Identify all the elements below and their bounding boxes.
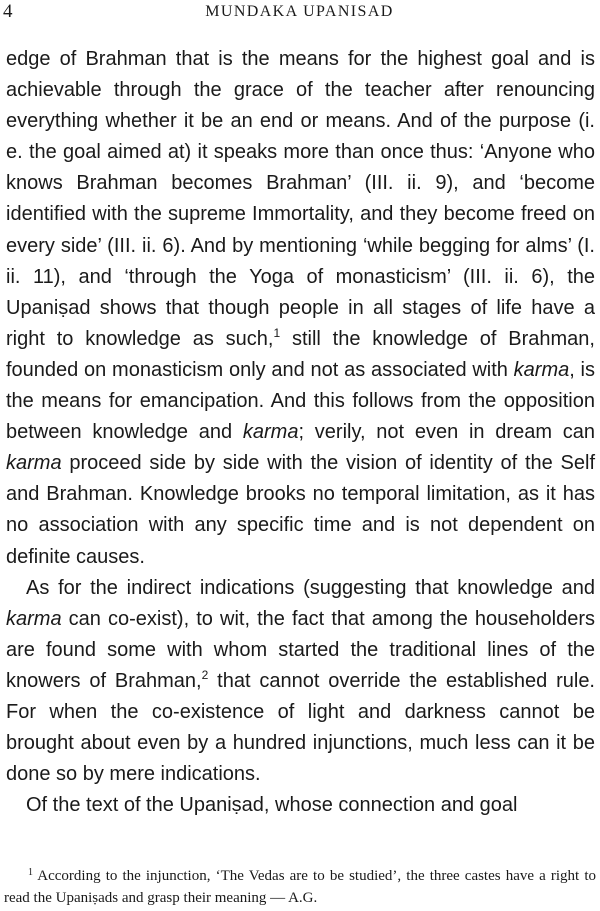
paragraph-3	[6, 790, 595, 821]
page-number: 4	[3, 1, 13, 22]
paragraph-1	[6, 44, 595, 573]
italic-term: karma	[6, 452, 62, 475]
italic-term: karma	[242, 421, 299, 444]
paragraph-2	[6, 573, 595, 791]
footnote-ref: 2	[201, 667, 209, 682]
text-run: can co-exist), to wit, the fact that among the householders are found some with whom started the traditional lines of the knowers of Brahman,	[6, 607, 595, 692]
footnote	[4, 865, 596, 909]
italic-term: karma	[513, 358, 570, 381]
footnote-marker: 1	[28, 867, 33, 878]
running-title: MUNDAKA UPANISAD	[205, 3, 394, 20]
text-run: still the knowledge of Brahman, founded on monasticism only and not as associated with	[6, 327, 595, 381]
body-text	[6, 44, 595, 821]
text-run: that cannot override the established rule. For when the co-existence of light and darkness cannot be brought about even by a hundred injunctions, much less can it be done so by mere indications.	[6, 669, 595, 786]
italic-term: karma	[6, 607, 62, 630]
text-run: , is the means for emancipation. And this follows from the opposition between knowledge and	[6, 358, 595, 444]
text-run: Of the text of the Upaniṣad, whose connection and goal	[26, 794, 518, 817]
text-run: proceed side by side with the vision of identity of the Self and Brahman. Knowledge brooks no temporal limitation, as it has no association with any specific time and is not dependent on definite causes.	[6, 452, 595, 568]
text-run: edge of Brahman that is the means for the highest goal and is achievable through the grace of the teacher after renouncing everything whether it be an end or means. And of the purpose (i. e. the goal aimed at) it speaks more than once thus: ‘Anyone who knows Brahman becomes Brahman’ (III. ii. 9), and ‘become identified with the supreme Immortality, and they become freed on every side’ (III. ii. 6). And by mentioning ‘while begging for alms’ (I. ii. 11), and ‘through the Yoga of monasticism’ (III. ii. 6), the Upaniṣad shows that though people in all stages of life have a right to knowledge as such,	[6, 48, 595, 350]
text-run: As for the indirect indications (suggesting that knowledge and	[26, 576, 595, 599]
footnote-ref: 1	[273, 325, 281, 340]
text-run: ; verily, not even in dream can	[298, 421, 595, 444]
footnote-text: According to the injunction, ‘The Vedas are to be studied’, the three castes have a right to read the Upaniṣads and grasp their meaning — A.G.	[4, 868, 596, 906]
page-header	[3, 1, 596, 25]
